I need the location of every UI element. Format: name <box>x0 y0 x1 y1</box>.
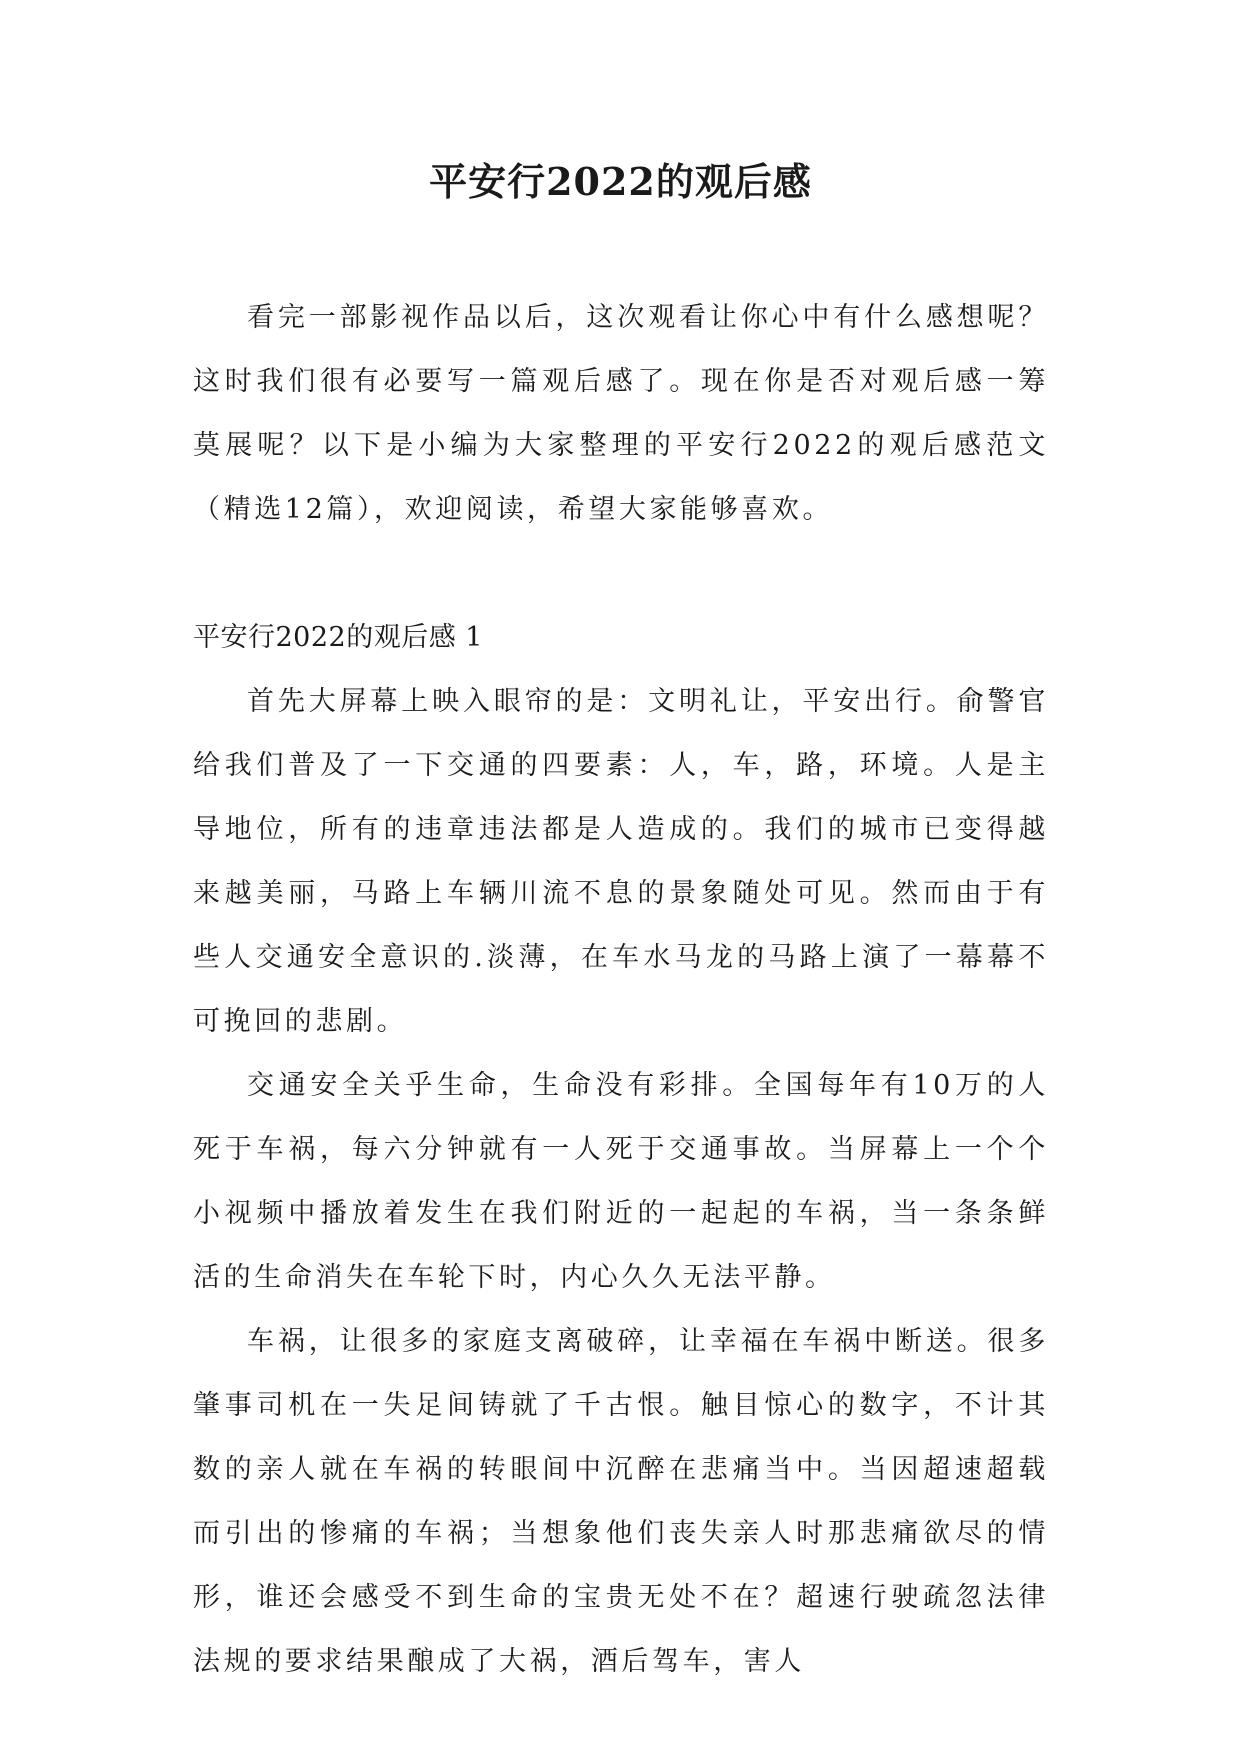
document-body <box>193 286 1049 1694</box>
intro-paragraph: 看完一部影视作品以后，这次观看让你心中有什么感想呢？这时我们很有必要写一篇观后感了。现在你是否对观后感一筹莫展呢？以下是小编为大家整理的平安行2022的观后感范文（精选12篇），欢迎阅读，希望大家能够喜欢。 <box>193 302 1049 525</box>
body-paragraph-1: 首先大屏幕上映入眼帘的是：文明礼让，平安出行。俞警官给我们普及了一下交通的四要素：人，车，路，环境。人是主导地位，所有的违章违法都是人造成的。我们的城市已变得越来越美丽，马路上车辆川流不息的景象随处可见。然而由于有些人交通安全意识的.淡薄，在车水马龙的马路上演了一幕幕不可挽回的悲剧。 <box>193 686 1049 1037</box>
body-paragraph-2: 交通安全关乎生命，生命没有彩排。全国每年有10万的人死于车祸，每六分钟就有一人死于交通事故。当屏幕上一个个小视频中播放着发生在我们附近的一起起的车祸，当一条条鲜活的生命消失在车轮下时，内心久久无法平静。 <box>193 1070 1049 1293</box>
document-title: 平安行2022的观后感 <box>429 159 812 204</box>
section-heading: 平安行2022的观后感 1 <box>193 622 483 653</box>
body-paragraph-3: 车祸，让很多的家庭支离破碎，让幸福在车祸中断送。很多肇事司机在一失足间铸就了千古恨。触目惊心的数字，不计其数的亲人就在车祸的转眼间中沉醉在悲痛当中。当因超速超载而引出的惨痛的车祸；当想象他们丧失亲人时那悲痛欲尽的情形，谁还会感受不到生命的宝贵无处不在？超速行驶疏忽法律法规的要求结果酿成了大祸，酒后驾车，害人 <box>193 1326 1049 1677</box>
